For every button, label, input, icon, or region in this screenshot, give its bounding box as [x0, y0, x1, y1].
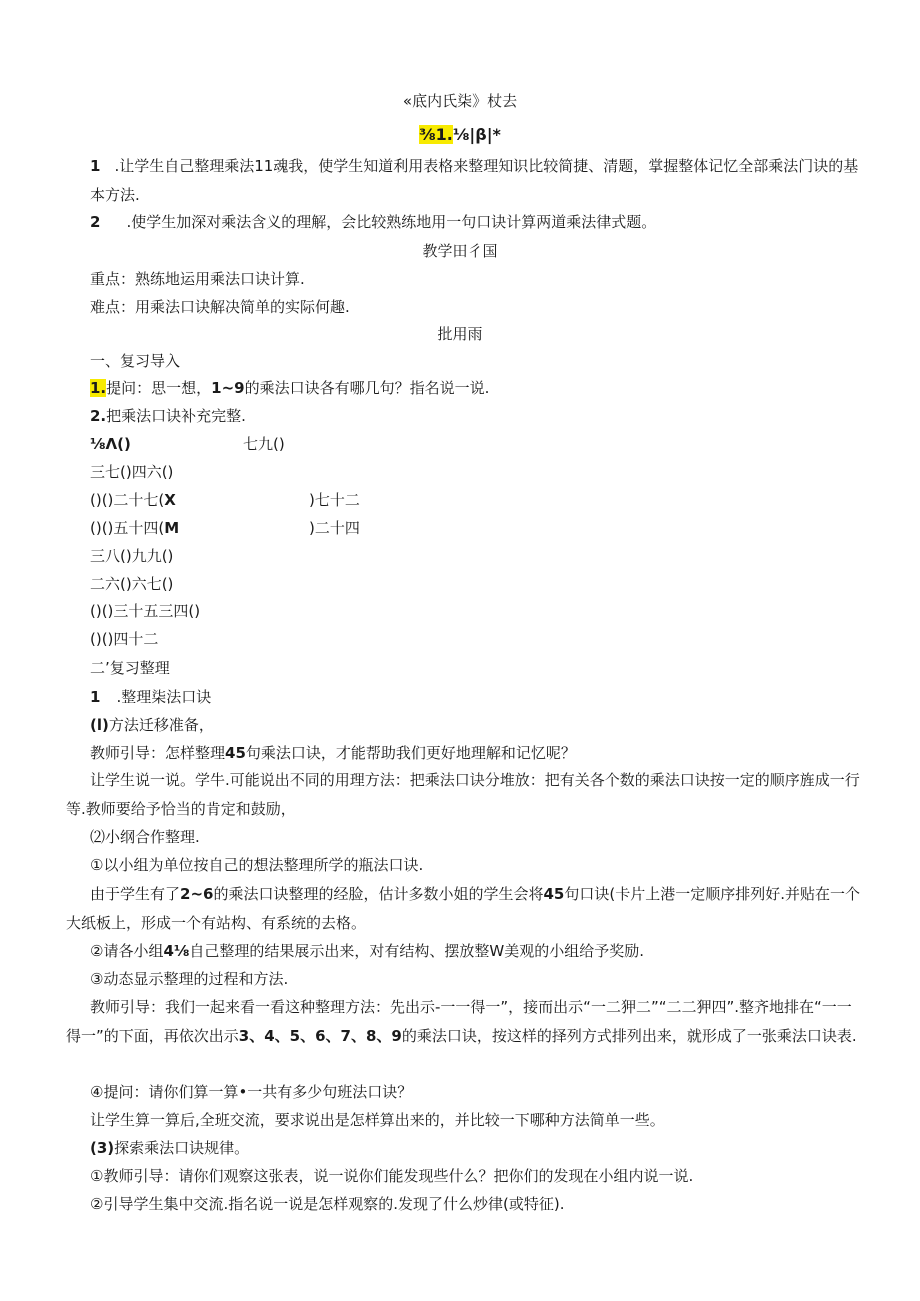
fill-row-4a-bold: M: [164, 519, 180, 537]
step-1: [90, 686, 211, 708]
step-1-number: 1: [90, 688, 101, 706]
paragraph-3-post: 的乘法口诀，按这样的择列方式排列出来，就形成了一张乘法口诀表.: [401, 1027, 857, 1045]
fill-row-5: 三八()九九(): [90, 547, 174, 565]
question-1-number: 1.: [90, 379, 107, 397]
fill-row-3a-text: ()()二十七(: [90, 491, 165, 509]
sub-step-1: [90, 714, 214, 736]
question-1-range: 1~9: [211, 379, 245, 397]
paragraph-4: 让学生算一算后,全班交流，要求说出是怎样算出来的，并比较一下哪种方法简单一些。: [90, 1111, 665, 1129]
goal-1: [90, 152, 865, 210]
fill-row-4a: [90, 517, 179, 539]
subtitle-highlight: ⅜1.: [419, 125, 453, 144]
goal-1-text: .让学生自己整理乘法11魂我，使学生知道利用表格来整理知识比较简捷、清题，掌握整体记忆全部乘法门诀的基本方法.: [90, 157, 859, 204]
paragraph-2-num1: 2~6: [180, 885, 214, 903]
question-2-number: 2.: [90, 407, 107, 425]
item-d2: ②引导学生集中交流.指名说一说是怎样观察的.发现了什么炒律(或特征).: [90, 1195, 565, 1213]
teacher-guide-1-post: 句乘法口诀，才能帮助我们更好地理解和记忆呢？: [245, 744, 576, 762]
difficult-point: 难点：用乘法口诀解决简单的实际何趣.: [90, 298, 350, 316]
paragraph-2-num2: 45: [543, 885, 565, 903]
key-point: 重点：熟练地运用乘法口诀计算.: [90, 270, 305, 288]
goal-1-number: 1: [90, 157, 101, 175]
fill-row-6: 二六()六七(): [90, 575, 174, 593]
sub-step-3-text: 探索乘法口诀规律。: [114, 1139, 250, 1157]
title-text: «底内氏柒》杖去: [402, 92, 518, 110]
part2-heading: 二’复习整理: [90, 659, 170, 677]
section-focus-heading: 教学田彳国: [422, 242, 498, 260]
sub-step-1-number: (l): [90, 716, 109, 734]
goal-2-text: .使学生加深对乘法含义的理解，会比较熟练地用一句口诀计算两道乘法律式题。: [126, 213, 657, 231]
item-c3: ③动态显示整理的过程和方法.: [90, 970, 289, 988]
fill-row-3b: )七十二: [309, 491, 360, 509]
item-d1: ①教师引导：请你们观察这张表，说一说你们能发现些什么？把你们的发现在小组内说一说.: [90, 1167, 694, 1185]
goal-2-number: 2: [90, 213, 101, 231]
fill-row-4b: )二十四: [309, 519, 360, 537]
paragraph-2-post: 句口诀(卡片上港一定顺序排列好.并贴在一个大纸板上，形成一个有站构、有系统的去格。: [66, 885, 860, 932]
question-2: [90, 405, 246, 427]
item-c4: ④提问：请你们算一算•一共有多少句班法口诀？: [90, 1083, 413, 1101]
fill-row-8: ()()四十二: [90, 630, 159, 648]
paragraph-3-pre: 教师引导：我们一起来看一看这种整理方法：先出示-一一得一”，接而出示“一二狎二”“二二狎四”.整齐地排在“一一得一”的下面，再依次出示: [66, 998, 852, 1045]
item-c2-bold: 4⅛: [163, 942, 190, 960]
question-1-text: 提问：思一想，: [106, 379, 212, 397]
question-2-text: 把乘法口诀补充完整.: [106, 407, 246, 425]
section-process-heading: 批用雨: [437, 325, 483, 343]
question-1-rest: 的乘法口诀各有哪几句？指名说一说.: [244, 379, 490, 397]
item-c2: [90, 940, 644, 962]
paragraph-2-mid: 的乘法口诀整理的经脸，估计多数小姐的学生会将: [213, 885, 544, 903]
fill-row-2: 三七()四六(): [90, 463, 174, 481]
fill-row-1a: ⅛Λ(): [90, 435, 131, 453]
paragraph-2: [66, 880, 866, 938]
part1-heading: 一、复习导入: [90, 352, 181, 370]
goal-2: [90, 211, 656, 233]
fill-row-1b: 七九(): [243, 435, 285, 453]
item-c2-post: 自己整理的结果展示出来，对有结构、摆放整W美观的小组给予奖励.: [189, 942, 645, 960]
paragraph-3: [66, 993, 866, 1051]
subtitle-rest: ⅛|β|*: [452, 125, 501, 144]
sub-step-3-number: (3): [90, 1139, 115, 1157]
paragraph-1: 让学生说一说。学牛.可能说出不同的用理方法：把乘法口诀分堆放：把有关各个数的乘法口诀按一定的顺序旌成一行等.教师要给予恰当的肯定和鼓励，: [66, 771, 860, 818]
paragraph-3-nums: 3、4、5、6、7、8、9: [238, 1027, 402, 1045]
question-1: [90, 377, 489, 399]
item-c1: ①以小组为单位按自己的想法整理所学的瓶法口诀.: [90, 856, 424, 874]
paragraph-2-pre: 由于学生有了: [90, 885, 181, 903]
teacher-guide-1-num: 45: [225, 744, 246, 762]
sub-step-3: [90, 1137, 249, 1159]
sub-step-1-text: 方法迁移准备，: [108, 716, 214, 734]
teacher-guide-1-pre: 教师引导：怎样整理: [90, 744, 226, 762]
step-1-text: .整理柒法口诀: [116, 688, 212, 706]
sub-step-2: ⑵小纲合作整理.: [90, 828, 200, 846]
item-c2-pre: ②请各小组: [90, 942, 164, 960]
fill-row-3a-bold: X: [164, 491, 176, 509]
document-title: [0, 90, 920, 112]
document-subtitle: [0, 124, 920, 146]
fill-row-4a-text: ()()五十四(: [90, 519, 165, 537]
fill-row-7: ()()三十五三四(): [90, 602, 201, 620]
teacher-guide-1: [90, 742, 576, 764]
fill-row-3a: [90, 489, 176, 511]
